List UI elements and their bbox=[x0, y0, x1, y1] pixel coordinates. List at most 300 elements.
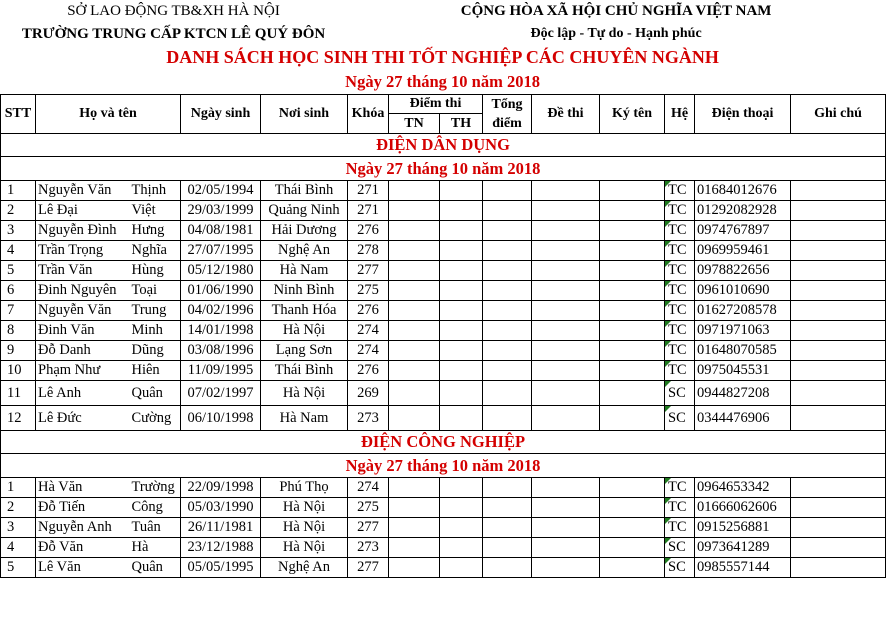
cell-course[interactable]: 273 bbox=[348, 538, 389, 558]
cell-tn[interactable] bbox=[389, 381, 440, 406]
cell-stt[interactable]: 2 bbox=[1, 201, 36, 221]
cell-phone[interactable]: 0975045531 bbox=[695, 361, 791, 381]
cell-stt[interactable]: 7 bbox=[1, 301, 36, 321]
cell-birthplace[interactable]: Quảng Ninh bbox=[261, 201, 348, 221]
cell-system[interactable] bbox=[665, 221, 695, 241]
cell-stt[interactable]: 9 bbox=[1, 341, 36, 361]
col-birthplace: Nơi sinh bbox=[261, 95, 348, 134]
cell-tn[interactable] bbox=[389, 538, 440, 558]
cell-marker-icon bbox=[665, 498, 671, 504]
cell-system-value: SC bbox=[668, 559, 686, 575]
cell-birthplace[interactable]: Hà Nội bbox=[261, 321, 348, 341]
cell-total[interactable] bbox=[483, 281, 532, 301]
cell-surname[interactable]: Đỗ Văn bbox=[36, 538, 130, 558]
cell-note[interactable] bbox=[791, 478, 886, 498]
cell-phone[interactable]: 0971971063 bbox=[695, 321, 791, 341]
table-row bbox=[1, 221, 886, 241]
cell-given-name[interactable]: Trường bbox=[130, 478, 181, 498]
cell-marker-icon bbox=[665, 261, 671, 267]
cell-system[interactable] bbox=[665, 558, 695, 578]
cell-total[interactable] bbox=[483, 406, 532, 431]
cell-phone[interactable]: 0964653342 bbox=[695, 478, 791, 498]
cell-phone[interactable]: 01627208578 bbox=[695, 301, 791, 321]
cell-birthplace[interactable]: Hải Dương bbox=[261, 221, 348, 241]
cell-tn[interactable] bbox=[389, 321, 440, 341]
cell-given-name[interactable]: Hà bbox=[130, 538, 181, 558]
cell-given-name[interactable]: Dũng bbox=[130, 341, 181, 361]
col-course: Khóa bbox=[348, 95, 389, 134]
cell-phone[interactable]: 0944827208 bbox=[695, 381, 791, 406]
cell-stt[interactable]: 12 bbox=[1, 406, 36, 431]
cell-note[interactable] bbox=[791, 301, 886, 321]
cell-system[interactable] bbox=[665, 478, 695, 498]
cell-note[interactable] bbox=[791, 181, 886, 201]
cell-stt[interactable]: 10 bbox=[1, 361, 36, 381]
cell-phone[interactable]: 01648070585 bbox=[695, 341, 791, 361]
org-line-2: TRƯỜNG TRUNG CẤP KTCN LÊ QUÝ ĐÔN bbox=[21, 25, 326, 42]
cell-course[interactable]: 276 bbox=[348, 301, 389, 321]
cell-sign[interactable] bbox=[600, 498, 665, 518]
cell-note[interactable] bbox=[791, 406, 886, 431]
cell-tn[interactable] bbox=[389, 558, 440, 578]
cell-birthplace[interactable]: Hà Nội bbox=[261, 381, 348, 406]
cell-phone[interactable]: 01684012676 bbox=[695, 181, 791, 201]
cell-birthplace[interactable]: Lạng Sơn bbox=[261, 341, 348, 361]
cell-marker-icon bbox=[665, 341, 671, 347]
cell-tn[interactable] bbox=[389, 181, 440, 201]
cell-tn[interactable] bbox=[389, 406, 440, 431]
cell-exam[interactable] bbox=[532, 241, 600, 261]
cell-exam[interactable] bbox=[532, 181, 600, 201]
cell-stt[interactable]: 3 bbox=[1, 518, 36, 538]
cell-dob[interactable]: 04/02/1996 bbox=[181, 301, 261, 321]
section-title: ĐIỆN DÂN DỤNG bbox=[1, 134, 886, 157]
cell-birthplace[interactable]: Nghệ An bbox=[261, 241, 348, 261]
cell-dob[interactable]: 03/08/1996 bbox=[181, 341, 261, 361]
cell-th[interactable] bbox=[440, 558, 483, 578]
cell-th[interactable] bbox=[440, 321, 483, 341]
cell-total[interactable] bbox=[483, 498, 532, 518]
cell-system[interactable] bbox=[665, 261, 695, 281]
cell-phone[interactable]: 0974767897 bbox=[695, 221, 791, 241]
cell-course[interactable]: 275 bbox=[348, 498, 389, 518]
cell-th[interactable] bbox=[440, 518, 483, 538]
cell-given-name[interactable]: Nghĩa bbox=[130, 241, 181, 261]
cell-surname[interactable]: Nguyễn Đình bbox=[36, 221, 130, 241]
cell-system-value: TC bbox=[668, 282, 687, 298]
cell-system-value: TC bbox=[668, 302, 687, 318]
cell-course[interactable]: 274 bbox=[348, 321, 389, 341]
cell-note[interactable] bbox=[791, 381, 886, 406]
cell-course[interactable]: 278 bbox=[348, 241, 389, 261]
cell-given-name[interactable]: Quân bbox=[130, 381, 181, 406]
cell-system-value: SC bbox=[668, 384, 686, 401]
cell-system-value: TC bbox=[668, 202, 687, 218]
cell-given-name[interactable]: Tuân bbox=[130, 518, 181, 538]
cell-system[interactable] bbox=[665, 538, 695, 558]
cell-exam[interactable] bbox=[532, 261, 600, 281]
cell-sign[interactable] bbox=[600, 558, 665, 578]
cell-tn[interactable] bbox=[389, 518, 440, 538]
cell-total[interactable] bbox=[483, 201, 532, 221]
cell-exam[interactable] bbox=[532, 558, 600, 578]
cell-given-name[interactable]: Hưng bbox=[130, 221, 181, 241]
cell-tn[interactable] bbox=[389, 361, 440, 381]
cell-note[interactable] bbox=[791, 201, 886, 221]
cell-course[interactable]: 277 bbox=[348, 518, 389, 538]
cell-total[interactable] bbox=[483, 361, 532, 381]
cell-surname[interactable]: Phạm Như bbox=[36, 361, 130, 381]
cell-system-value: TC bbox=[668, 322, 687, 338]
col-stt: STT bbox=[1, 95, 36, 134]
cell-system-value: TC bbox=[668, 479, 687, 495]
cell-dob[interactable]: 02/05/1994 bbox=[181, 181, 261, 201]
cell-stt[interactable]: 8 bbox=[1, 321, 36, 341]
cell-birthplace[interactable]: Hà Nội bbox=[261, 498, 348, 518]
table-row bbox=[1, 478, 886, 498]
cell-note[interactable] bbox=[791, 321, 886, 341]
cell-marker-icon bbox=[665, 361, 671, 367]
cell-phone[interactable]: 0969959461 bbox=[695, 241, 791, 261]
cell-birthplace[interactable]: Ninh Bình bbox=[261, 281, 348, 301]
cell-th[interactable] bbox=[440, 538, 483, 558]
cell-course[interactable]: 277 bbox=[348, 261, 389, 281]
motto: Độc lập - Tự do - Hạnh phúc bbox=[530, 26, 702, 41]
cell-note[interactable] bbox=[791, 498, 886, 518]
cell-birthplace[interactable]: Hà Nội bbox=[261, 518, 348, 538]
cell-given-name[interactable]: Hiên bbox=[130, 361, 181, 381]
cell-tn[interactable] bbox=[389, 221, 440, 241]
cell-exam[interactable] bbox=[532, 498, 600, 518]
cell-th[interactable] bbox=[440, 406, 483, 431]
cell-tn[interactable] bbox=[389, 341, 440, 361]
cell-exam[interactable] bbox=[532, 221, 600, 241]
cell-note[interactable] bbox=[791, 261, 886, 281]
cell-stt[interactable]: 4 bbox=[1, 241, 36, 261]
cell-tn[interactable] bbox=[389, 301, 440, 321]
cell-phone[interactable]: 0915256881 bbox=[695, 518, 791, 538]
cell-exam[interactable] bbox=[532, 381, 600, 406]
cell-system[interactable] bbox=[665, 281, 695, 301]
cell-course[interactable]: 273 bbox=[348, 406, 389, 431]
cell-th[interactable] bbox=[440, 241, 483, 261]
cell-tn[interactable] bbox=[389, 498, 440, 518]
cell-stt[interactable]: 6 bbox=[1, 281, 36, 301]
table-row bbox=[1, 261, 886, 281]
cell-total[interactable] bbox=[483, 538, 532, 558]
cell-given-name[interactable]: Quân bbox=[130, 558, 181, 578]
cell-tn[interactable] bbox=[389, 281, 440, 301]
cell-course[interactable]: 274 bbox=[348, 341, 389, 361]
cell-note[interactable] bbox=[791, 361, 886, 381]
cell-dob[interactable]: 05/05/1995 bbox=[181, 558, 261, 578]
header-row-2 bbox=[0, 23, 885, 45]
cell-course[interactable]: 271 bbox=[348, 181, 389, 201]
cell-system[interactable] bbox=[665, 518, 695, 538]
cell-given-name[interactable]: Cường bbox=[130, 406, 181, 431]
grid-table bbox=[0, 94, 886, 578]
cell-total[interactable] bbox=[483, 558, 532, 578]
table-row bbox=[1, 281, 886, 301]
cell-surname[interactable]: Nguyễn Anh bbox=[36, 518, 130, 538]
cell-total[interactable] bbox=[483, 181, 532, 201]
cell-dob[interactable]: 05/03/1990 bbox=[181, 498, 261, 518]
cell-stt[interactable]: 3 bbox=[1, 221, 36, 241]
cell-system-value: TC bbox=[668, 182, 687, 198]
cell-total[interactable] bbox=[483, 321, 532, 341]
cell-dob[interactable]: 14/01/1998 bbox=[181, 321, 261, 341]
cell-note[interactable] bbox=[791, 518, 886, 538]
cell-marker-icon bbox=[665, 281, 671, 287]
cell-marker-icon bbox=[665, 181, 671, 187]
cell-exam[interactable] bbox=[532, 478, 600, 498]
cell-dob[interactable]: 23/12/1988 bbox=[181, 538, 261, 558]
table-row bbox=[1, 341, 886, 361]
cell-sign[interactable] bbox=[600, 406, 665, 431]
cell-given-name[interactable]: Trung bbox=[130, 301, 181, 321]
cell-note[interactable] bbox=[791, 341, 886, 361]
table-row bbox=[1, 498, 886, 518]
cell-sign[interactable] bbox=[600, 201, 665, 221]
table-row bbox=[1, 241, 886, 261]
cell-th[interactable] bbox=[440, 361, 483, 381]
cell-th[interactable] bbox=[440, 478, 483, 498]
cell-note[interactable] bbox=[791, 221, 886, 241]
cell-system[interactable] bbox=[665, 241, 695, 261]
cell-course[interactable]: 276 bbox=[348, 361, 389, 381]
cell-stt[interactable]: 4 bbox=[1, 538, 36, 558]
cell-th[interactable] bbox=[440, 221, 483, 241]
cell-sign[interactable] bbox=[600, 361, 665, 381]
cell-surname[interactable]: Lê Đại bbox=[36, 201, 130, 221]
cell-exam[interactable] bbox=[532, 406, 600, 431]
cell-th[interactable] bbox=[440, 281, 483, 301]
cell-phone[interactable]: 0973641289 bbox=[695, 538, 791, 558]
cell-course[interactable]: 276 bbox=[348, 221, 389, 241]
cell-marker-icon bbox=[665, 301, 671, 307]
col-tn: TN bbox=[389, 114, 440, 134]
cell-system[interactable] bbox=[665, 301, 695, 321]
cell-surname[interactable]: Nguyễn Văn bbox=[36, 301, 130, 321]
cell-tn[interactable] bbox=[389, 201, 440, 221]
cell-system[interactable] bbox=[665, 361, 695, 381]
col-th: TH bbox=[440, 114, 483, 134]
cell-total[interactable] bbox=[483, 518, 532, 538]
cell-stt[interactable]: 5 bbox=[1, 558, 36, 578]
cell-phone[interactable]: 0344476906 bbox=[695, 406, 791, 431]
cell-note[interactable] bbox=[791, 538, 886, 558]
cell-surname[interactable]: Lê Đức bbox=[36, 406, 130, 431]
cell-exam[interactable] bbox=[532, 281, 600, 301]
cell-th[interactable] bbox=[440, 181, 483, 201]
cell-exam[interactable] bbox=[532, 201, 600, 221]
cell-th[interactable] bbox=[440, 341, 483, 361]
cell-given-name[interactable]: Việt bbox=[130, 201, 181, 221]
cell-birthplace[interactable]: Hà Nội bbox=[261, 538, 348, 558]
table-body bbox=[1, 134, 886, 578]
cell-sign[interactable] bbox=[600, 241, 665, 261]
cell-stt[interactable]: 11 bbox=[1, 381, 36, 406]
cell-system[interactable] bbox=[665, 201, 695, 221]
cell-phone[interactable]: 01666062606 bbox=[695, 498, 791, 518]
cell-exam[interactable] bbox=[532, 518, 600, 538]
cell-marker-icon bbox=[665, 321, 671, 327]
col-name: Họ và tên bbox=[36, 95, 181, 134]
cell-system[interactable] bbox=[665, 181, 695, 201]
cell-marker-icon bbox=[665, 518, 671, 524]
cell-exam[interactable] bbox=[532, 341, 600, 361]
section-date: Ngày 27 tháng 10 năm 2018 bbox=[1, 454, 886, 478]
col-exam: Đề thi bbox=[532, 95, 600, 134]
cell-course[interactable]: 277 bbox=[348, 558, 389, 578]
section-title-row bbox=[1, 431, 886, 454]
cell-system-value: TC bbox=[668, 262, 687, 278]
cell-dob[interactable]: 07/02/1997 bbox=[181, 381, 261, 406]
cell-stt[interactable]: 1 bbox=[1, 478, 36, 498]
cell-course[interactable]: 271 bbox=[348, 201, 389, 221]
cell-dob[interactable]: 05/12/1980 bbox=[181, 261, 261, 281]
cell-birthplace[interactable]: Thái Bình bbox=[261, 181, 348, 201]
cell-system[interactable] bbox=[665, 321, 695, 341]
cell-stt[interactable]: 2 bbox=[1, 498, 36, 518]
cell-surname[interactable]: Lê Văn bbox=[36, 558, 130, 578]
cell-phone[interactable]: 0961010690 bbox=[695, 281, 791, 301]
cell-surname[interactable]: Đinh Văn bbox=[36, 321, 130, 341]
cell-sign[interactable] bbox=[600, 321, 665, 341]
cell-dob[interactable]: 01/06/1990 bbox=[181, 281, 261, 301]
cell-given-name[interactable]: Hùng bbox=[130, 261, 181, 281]
cell-th[interactable] bbox=[440, 301, 483, 321]
col-note: Ghi chú bbox=[791, 95, 886, 134]
cell-given-name[interactable]: Thịnh bbox=[130, 181, 181, 201]
cell-sign[interactable] bbox=[600, 341, 665, 361]
cell-system-value: TC bbox=[668, 242, 687, 258]
cell-dob[interactable]: 22/09/1998 bbox=[181, 478, 261, 498]
cell-th[interactable] bbox=[440, 261, 483, 281]
cell-given-name[interactable]: Toại bbox=[130, 281, 181, 301]
cell-birthplace[interactable]: Thanh Hóa bbox=[261, 301, 348, 321]
table-row bbox=[1, 301, 886, 321]
cell-system-value: SC bbox=[668, 539, 686, 555]
cell-surname[interactable]: Đinh Nguyên bbox=[36, 281, 130, 301]
cell-course[interactable]: 275 bbox=[348, 281, 389, 301]
cell-total[interactable] bbox=[483, 241, 532, 261]
cell-total[interactable] bbox=[483, 261, 532, 281]
cell-surname[interactable]: Lê Anh bbox=[36, 381, 130, 406]
cell-sign[interactable] bbox=[600, 518, 665, 538]
cell-tn[interactable] bbox=[389, 478, 440, 498]
cell-total[interactable] bbox=[483, 478, 532, 498]
cell-surname[interactable]: Nguyễn Văn bbox=[36, 181, 130, 201]
cell-sign[interactable] bbox=[600, 301, 665, 321]
document-title: DANH SÁCH HỌC SINH THI TỐT NGHIỆP CÁC CHUYÊN NGÀNH bbox=[166, 47, 719, 67]
section-title-row bbox=[1, 134, 886, 157]
cell-surname[interactable]: Hà Văn bbox=[36, 478, 130, 498]
cell-total[interactable] bbox=[483, 381, 532, 406]
cell-sign[interactable] bbox=[600, 538, 665, 558]
col-system: Hệ bbox=[665, 95, 695, 134]
col-phone: Điện thoại bbox=[695, 95, 791, 134]
col-total: Tổng điểm bbox=[483, 95, 532, 134]
cell-note[interactable] bbox=[791, 558, 886, 578]
table-row bbox=[1, 381, 886, 406]
table-row bbox=[1, 558, 886, 578]
cell-marker-icon bbox=[665, 558, 671, 564]
cell-total[interactable] bbox=[483, 341, 532, 361]
cell-phone[interactable]: 0985557144 bbox=[695, 558, 791, 578]
cell-sign[interactable] bbox=[600, 478, 665, 498]
column-header-row-1 bbox=[1, 95, 886, 114]
cell-course[interactable]: 269 bbox=[348, 381, 389, 406]
cell-dob[interactable]: 26/11/1981 bbox=[181, 518, 261, 538]
cell-surname[interactable]: Đỗ Tiến bbox=[36, 498, 130, 518]
cell-given-name[interactable]: Công bbox=[130, 498, 181, 518]
cell-system-value: TC bbox=[668, 342, 687, 358]
cell-exam[interactable] bbox=[532, 361, 600, 381]
cell-sign[interactable] bbox=[600, 281, 665, 301]
cell-marker-icon bbox=[665, 221, 671, 227]
cell-surname[interactable]: Trần Trọng bbox=[36, 241, 130, 261]
cell-th[interactable] bbox=[440, 201, 483, 221]
cell-dob[interactable]: 06/10/1998 bbox=[181, 406, 261, 431]
cell-phone[interactable]: 0978822656 bbox=[695, 261, 791, 281]
cell-dob[interactable]: 29/03/1999 bbox=[181, 201, 261, 221]
cell-marker-icon bbox=[665, 478, 671, 484]
cell-course[interactable]: 274 bbox=[348, 478, 389, 498]
cell-system[interactable] bbox=[665, 498, 695, 518]
student-list-table bbox=[0, 0, 885, 94]
cell-marker-icon bbox=[665, 538, 671, 544]
cell-birthplace[interactable]: Thái Bình bbox=[261, 361, 348, 381]
section-date-row bbox=[1, 454, 886, 478]
cell-th[interactable] bbox=[440, 381, 483, 406]
cell-stt[interactable]: 1 bbox=[1, 181, 36, 201]
cell-given-name[interactable]: Minh bbox=[130, 321, 181, 341]
cell-system[interactable] bbox=[665, 381, 695, 406]
section-date-row bbox=[1, 157, 886, 181]
cell-birthplace[interactable]: Hà Nam bbox=[261, 406, 348, 431]
cell-surname[interactable]: Trần Văn bbox=[36, 261, 130, 281]
cell-system[interactable] bbox=[665, 406, 695, 431]
cell-total[interactable] bbox=[483, 221, 532, 241]
cell-dob[interactable]: 11/09/1995 bbox=[181, 361, 261, 381]
cell-phone[interactable]: 01292082928 bbox=[695, 201, 791, 221]
cell-note[interactable] bbox=[791, 241, 886, 261]
cell-sign[interactable] bbox=[600, 221, 665, 241]
cell-dob[interactable]: 27/07/1995 bbox=[181, 241, 261, 261]
cell-exam[interactable] bbox=[532, 538, 600, 558]
cell-total[interactable] bbox=[483, 301, 532, 321]
cell-tn[interactable] bbox=[389, 261, 440, 281]
cell-note[interactable] bbox=[791, 281, 886, 301]
cell-exam[interactable] bbox=[532, 301, 600, 321]
cell-stt[interactable]: 5 bbox=[1, 261, 36, 281]
cell-system[interactable] bbox=[665, 341, 695, 361]
cell-sign[interactable] bbox=[600, 381, 665, 406]
cell-surname[interactable]: Đỗ Danh bbox=[36, 341, 130, 361]
cell-exam[interactable] bbox=[532, 321, 600, 341]
cell-sign[interactable] bbox=[600, 181, 665, 201]
title-row bbox=[0, 45, 885, 70]
cell-dob[interactable]: 04/08/1981 bbox=[181, 221, 261, 241]
cell-tn[interactable] bbox=[389, 241, 440, 261]
cell-birthplace[interactable]: Phú Thọ bbox=[261, 478, 348, 498]
cell-th[interactable] bbox=[440, 498, 483, 518]
cell-sign[interactable] bbox=[600, 261, 665, 281]
cell-birthplace[interactable]: Nghệ An bbox=[261, 558, 348, 578]
cell-birthplace[interactable]: Hà Nam bbox=[261, 261, 348, 281]
table-row bbox=[1, 406, 886, 431]
